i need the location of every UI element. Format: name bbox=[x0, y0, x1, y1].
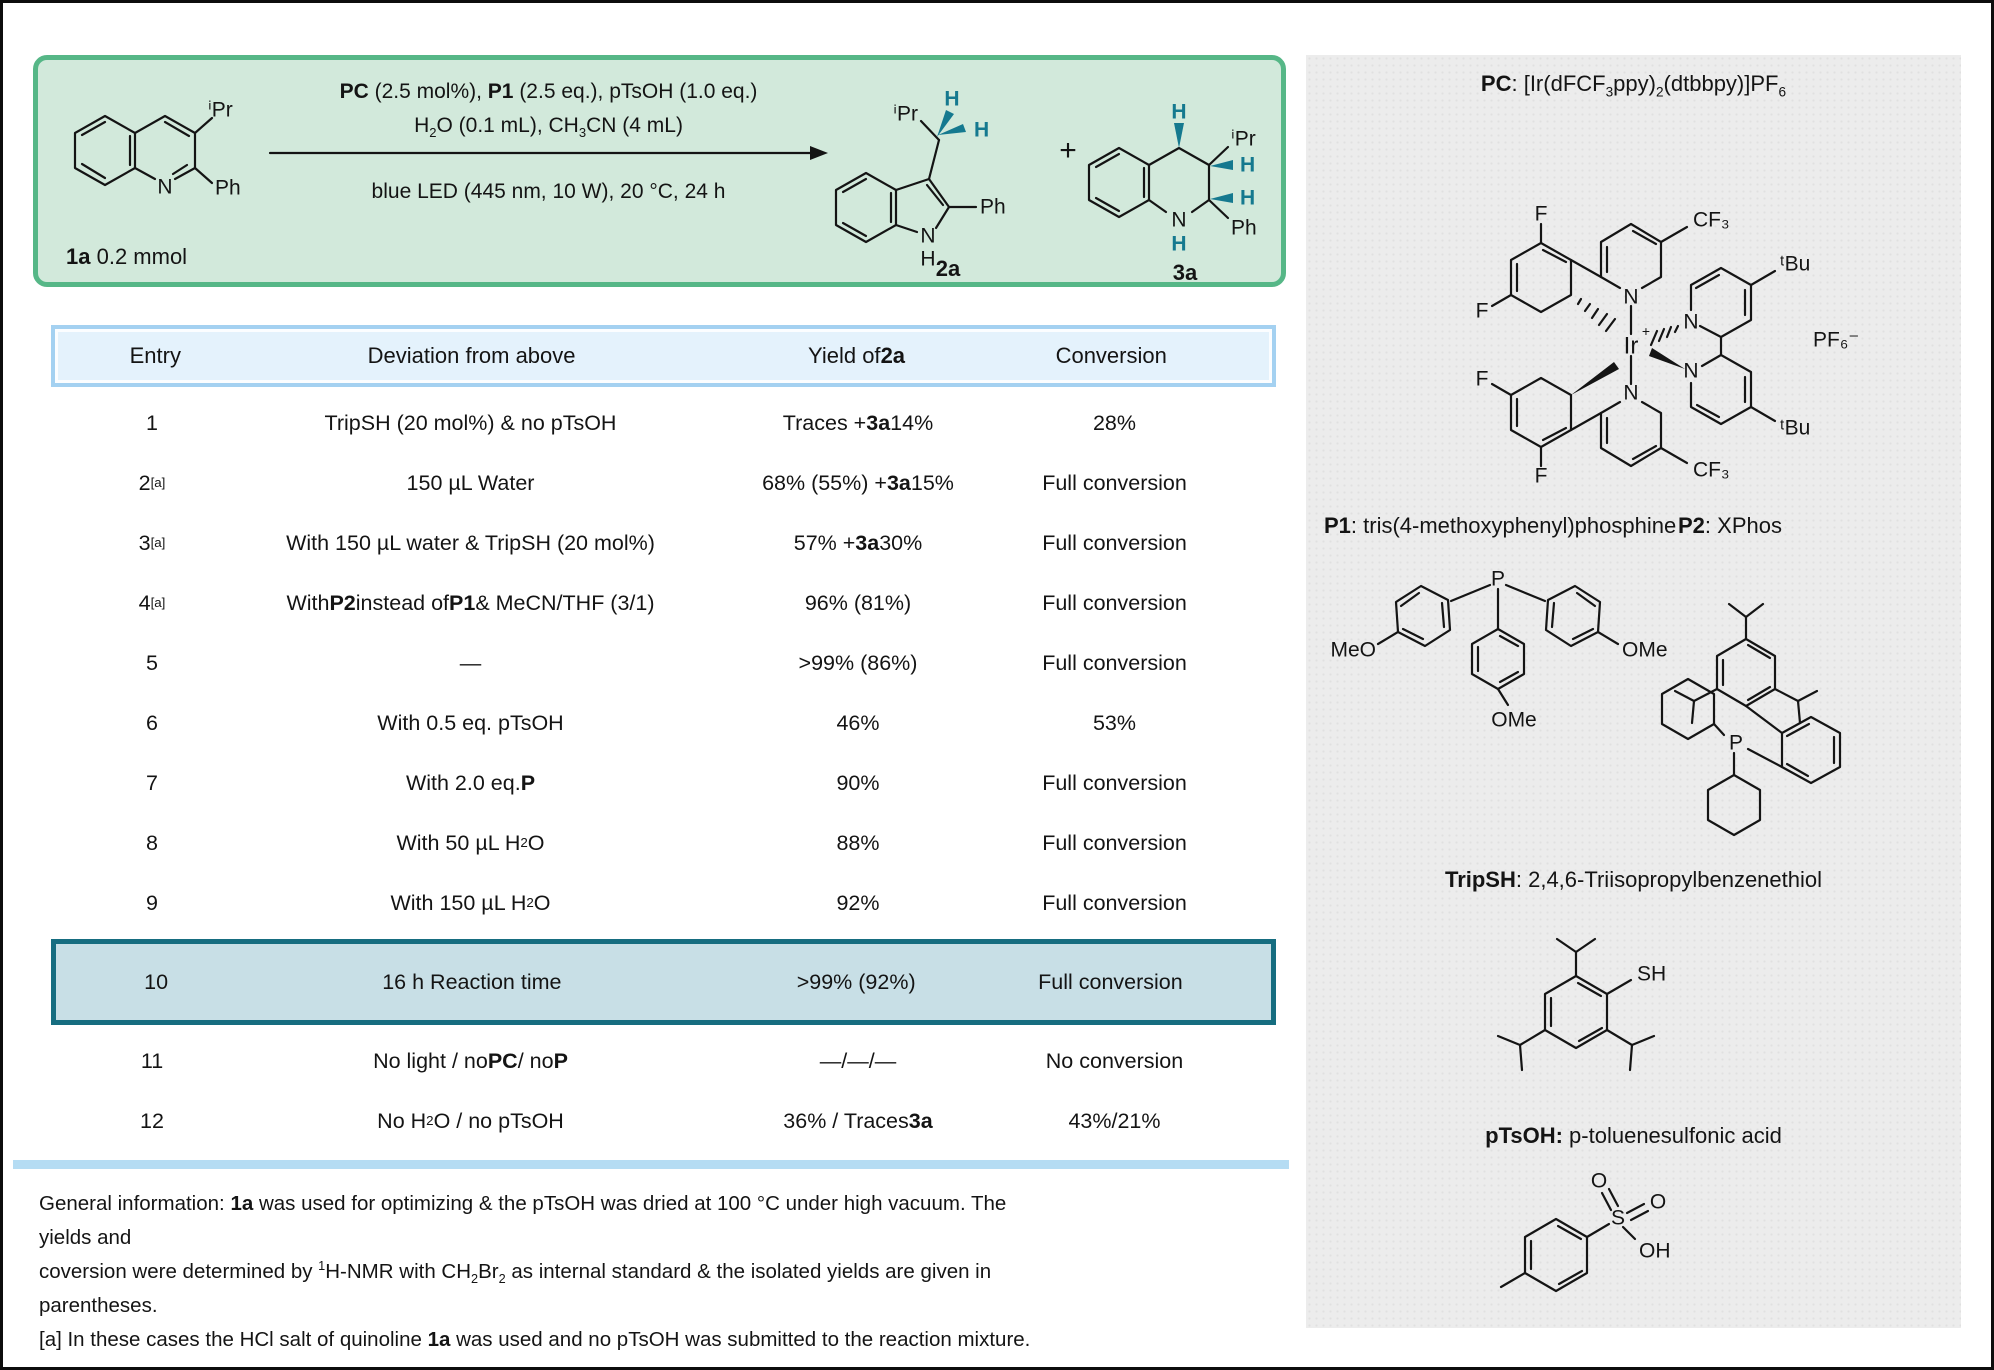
cell-conversion: 43%/21% bbox=[1068, 1108, 1161, 1133]
ipr-label: ⁱPr bbox=[208, 98, 233, 122]
table-body bbox=[51, 393, 1276, 1151]
cell-entry: 11 bbox=[140, 1048, 164, 1073]
cell-yield: Traces + 3a 14% bbox=[782, 410, 934, 435]
plus-sign: + bbox=[1059, 134, 1077, 167]
ome-label: OMe bbox=[1491, 708, 1537, 732]
cell-entry: 9 bbox=[146, 890, 158, 915]
pf6-label: PF₆⁻ bbox=[1813, 328, 1860, 352]
f-label: F bbox=[1534, 202, 1548, 226]
n-label: N bbox=[920, 224, 936, 248]
structure-quinoline-1a bbox=[60, 88, 245, 238]
n-label: N bbox=[1683, 310, 1699, 334]
p2-title: P2: XPhos bbox=[1678, 513, 1782, 538]
nh-label: H bbox=[920, 247, 936, 271]
structure-tripsh bbox=[1426, 900, 1726, 1115]
structure-thq-3a bbox=[1081, 70, 1279, 268]
header-yield: Yield of 2a bbox=[807, 343, 906, 368]
cell-entry: 12 bbox=[140, 1108, 164, 1133]
cell-conversion: 53% bbox=[1092, 710, 1137, 735]
o-label: O bbox=[1590, 1169, 1608, 1193]
h-label: H bbox=[1240, 153, 1256, 177]
ph-label: Ph bbox=[980, 195, 1006, 219]
product1-caption: 2a bbox=[935, 256, 961, 281]
cell-deviation: With P2 instead of P1 & MeCN/THF (3/1) bbox=[286, 590, 655, 615]
cell-deviation: With 0.5 eq. pTsOH bbox=[377, 710, 564, 735]
cell-entry: 1 bbox=[146, 410, 158, 435]
cell-entry: 10 bbox=[144, 969, 169, 994]
meo-label: MeO bbox=[1330, 638, 1376, 662]
header-entry: Entry bbox=[129, 343, 181, 368]
footnote-line: coversion were determined by $^1$H-NMR with $CH_2Br_2$ as internal standard & the isolated yields are given in parentheses. bbox=[39, 1258, 992, 1317]
tbu-label: ᵗBu bbox=[1780, 252, 1811, 276]
cf3-label: CF₃ bbox=[1693, 208, 1730, 232]
cf3-label: CF₃ bbox=[1693, 458, 1730, 482]
h-label: H bbox=[974, 118, 990, 142]
cell-entry: 6 bbox=[146, 710, 158, 735]
cell-yield: 36% / Traces 3a bbox=[783, 1108, 933, 1133]
cell-entry: 5 bbox=[146, 650, 158, 675]
cell-entry: 8 bbox=[146, 830, 158, 855]
table-row bbox=[51, 753, 1276, 813]
cell-yield: 68% (55%) + 3a 15% bbox=[762, 470, 954, 495]
f-label: F bbox=[1475, 299, 1489, 323]
f-label: F bbox=[1534, 464, 1548, 488]
ph-label: Ph bbox=[215, 176, 241, 200]
cell-entry: 4 [a] bbox=[138, 590, 166, 615]
cell-yield: —/—/— bbox=[819, 1048, 897, 1073]
cell-deviation: No light / no PC / no P bbox=[373, 1048, 568, 1073]
ph-label: Ph bbox=[1231, 216, 1257, 240]
cell-conversion: Full conversion bbox=[1042, 650, 1187, 675]
table-row bbox=[51, 813, 1276, 873]
cell-deviation: TripSH (20 mol%) & no pTsOH bbox=[324, 410, 617, 435]
footnote-line: General information: 1a was used for optimizing & the pTsOH was dried at 100 °C under high vacuum. The yields and bbox=[39, 1192, 1007, 1249]
cell-deviation: With 50 µL H 2 O bbox=[396, 830, 545, 855]
n-label: N bbox=[1171, 208, 1187, 232]
h-label: H bbox=[1171, 100, 1187, 124]
table-row bbox=[51, 1091, 1276, 1151]
cell-yield: 96% (81%) bbox=[804, 590, 912, 615]
table-header bbox=[51, 325, 1276, 387]
cell-entry: 7 bbox=[146, 770, 158, 795]
structure-p2-xphos bbox=[1626, 537, 1916, 847]
footnote-line: [a] In these cases the HCl salt of quinoline 1a was used and no pTsOH was submitted to the reaction mixture. bbox=[39, 1328, 1031, 1351]
table-row bbox=[51, 873, 1276, 933]
cell-deviation: No H 2 O / no pTsOH bbox=[377, 1108, 564, 1133]
cell-conversion: Full conversion bbox=[1042, 590, 1187, 615]
structure-ir-photocatalyst bbox=[1351, 110, 1911, 510]
table-row bbox=[51, 573, 1276, 633]
cell-conversion: Full conversion bbox=[1038, 969, 1183, 994]
cell-conversion: No conversion bbox=[1045, 1048, 1184, 1073]
reaction-scheme-box bbox=[33, 55, 1286, 287]
n-label: N bbox=[1623, 381, 1639, 405]
table-row bbox=[51, 393, 1276, 453]
p-label: P bbox=[1728, 731, 1744, 755]
cell-yield: >99% (92%) bbox=[796, 969, 916, 994]
cell-yield: 88% bbox=[836, 830, 880, 855]
f-label: F bbox=[1475, 367, 1489, 391]
ipr-label: ⁱPr bbox=[1231, 127, 1256, 151]
s-label: S bbox=[1610, 1206, 1626, 1230]
pc-title: PC: $[Ir(dFCF_3ppy)_2(dtbbpy)]PF_6$ bbox=[1480, 71, 1787, 100]
reactant-caption: 1a 0.2 mmol bbox=[66, 244, 188, 269]
table-row bbox=[51, 693, 1276, 753]
conditions-line-1: PC (2.5 mol%), P1 (2.5 eq.), pTsOH (1.0 eq.) bbox=[339, 80, 758, 103]
p1-title: P1: tris(4-methoxyphenyl)phosphine bbox=[1324, 513, 1677, 538]
cell-deviation: With 2.0 eq. P bbox=[405, 770, 536, 795]
product2-caption: 3a bbox=[1172, 260, 1198, 285]
cell-conversion: Full conversion bbox=[1042, 470, 1187, 495]
header-deviation: Deviation from above bbox=[367, 343, 576, 368]
cell-deviation: 150 µL Water bbox=[406, 470, 535, 495]
ipr-label: ⁱPr bbox=[893, 102, 918, 126]
cell-yield: 90% bbox=[836, 770, 880, 795]
p-label: P bbox=[1490, 567, 1506, 591]
nh-label: H bbox=[1171, 232, 1187, 256]
header-conversion: Conversion bbox=[1055, 343, 1167, 368]
ptsoh-title: pTsOH: p-toluenesulfonic acid bbox=[1485, 1123, 1782, 1148]
conditions-line-2: $H_2O$ (0.1 mL), $CH_3CN$ (4 mL) bbox=[414, 114, 683, 141]
cell-conversion: Full conversion bbox=[1042, 830, 1187, 855]
conditions-line-3: blue LED (445 nm, 10 W), 20 °C, 24 h bbox=[371, 180, 726, 203]
structure-ptsoh bbox=[1461, 1155, 1711, 1325]
cell-yield: 57% + 3a 30% bbox=[793, 530, 923, 555]
table-row bbox=[51, 513, 1276, 573]
cell-deviation: With 150 µL water & TripSH (20 mol%) bbox=[286, 530, 655, 555]
h-label: H bbox=[1240, 186, 1256, 210]
reagent-structures-panel bbox=[1306, 55, 1961, 1328]
n-label: N bbox=[1623, 285, 1639, 309]
n-label: N bbox=[157, 175, 173, 199]
cell-conversion: Full conversion bbox=[1042, 770, 1187, 795]
cell-conversion: 28% bbox=[1092, 410, 1137, 435]
cell-conversion: Full conversion bbox=[1042, 530, 1187, 555]
table-row-highlighted bbox=[51, 939, 1276, 1025]
footnote bbox=[39, 1187, 1031, 1357]
table-row bbox=[51, 1031, 1276, 1091]
structure-indole-2a bbox=[826, 78, 1041, 273]
reaction-arrow bbox=[266, 142, 831, 164]
cell-yield: 46% bbox=[836, 710, 880, 735]
sh-label: SH bbox=[1637, 962, 1667, 986]
n-label: N bbox=[1683, 359, 1699, 383]
ir-label: Ir bbox=[1623, 332, 1639, 360]
h-label: H bbox=[944, 87, 960, 111]
cell-yield: 92% bbox=[836, 890, 880, 915]
table-bottom-separator bbox=[13, 1160, 1289, 1169]
table-row bbox=[51, 633, 1276, 693]
cell-deviation: 16 h Reaction time bbox=[382, 969, 562, 994]
cell-conversion: Full conversion bbox=[1042, 890, 1187, 915]
ome-label: OMe bbox=[1622, 638, 1668, 662]
oh-label: OH bbox=[1639, 1239, 1671, 1263]
cell-entry: 2 [a] bbox=[138, 470, 166, 495]
cell-deviation: With 150 µL H 2 O bbox=[390, 890, 551, 915]
o-label: O bbox=[1649, 1190, 1667, 1214]
cell-deviation: — bbox=[459, 650, 482, 675]
tbu-label: ᵗBu bbox=[1780, 416, 1811, 440]
cell-yield: >99% (86%) bbox=[798, 650, 918, 675]
ir-charge: + bbox=[1641, 323, 1651, 339]
table-row bbox=[51, 453, 1276, 513]
cell-entry: 3 [a] bbox=[138, 530, 166, 555]
tripsh-title: TripSH: 2,4,6-Triisopropylbenzenethiol bbox=[1444, 867, 1823, 892]
